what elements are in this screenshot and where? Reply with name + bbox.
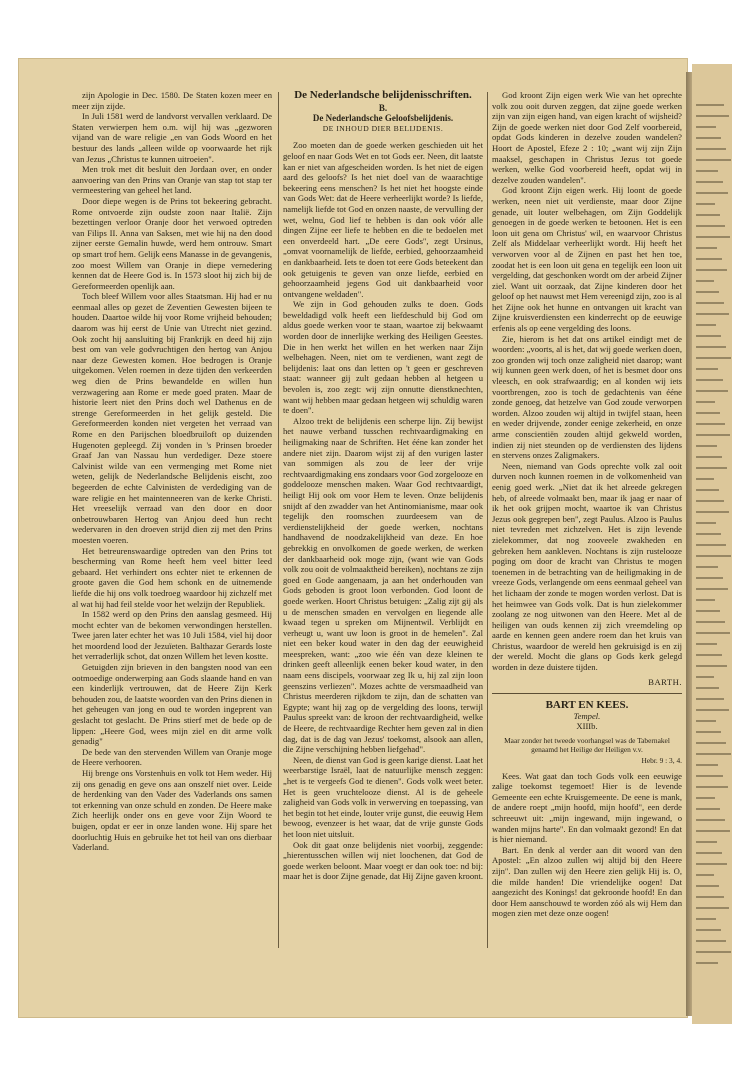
paragraph: Zie, hierom is het dat ons artikel eindigt met de woorden: „voorts, al is het, dat wij goede werken doen, zoo gronden wij toch onze zaligheid niet daarop; want wij kunnen geen werk doen, of het is besmet door ons vleesch, en ook strafwaardig; en al konden wij iets voortbrengen, zoo is toch de gedachtenis van ééne zonde genoeg, dat hetzelve van God zoude verworpen worden. Alzoo zouden wij altijd in twijfel staan, heen en weder drijvende, zonder eenige zekerheid, en onze arme conscientiën zouden altijd gekweld worden, indien zij niet steunden op de verdiensten des lijdens en stervens onzes Zaligmakers. (492, 333, 682, 461)
adjacent-page-text-line (696, 907, 729, 909)
column-right (492, 90, 682, 919)
adjacent-page-text-line (696, 753, 731, 755)
adjacent-page-text-line (696, 522, 716, 524)
paragraph: Men trok met dit besluit den Jordaan over, en onder aanvoering van den Prins van Oranje van stap tot stap ter vermeestering van geheel het land. (72, 164, 272, 196)
adjacent-page-text-line (696, 698, 724, 700)
adjacent-page-text-line (696, 544, 726, 546)
scripture-verse: Maar zonder het tweede voorhangsel was de Tabernakel genaamd het Heilige der Heiligen v.v. (504, 736, 670, 755)
paragraph: De bede van den stervenden Willem van Oranje moge de Heere verhooren. (72, 746, 272, 768)
paragraph: Neen, de dienst van God is geen karige dienst. Laat het weerbarstige Israël, laat de natuurlijke mensch zeggen: „het is te vergeefs God te dienen". Gods volk weet beter. Het is geen vruchtelooze dienst. Al is de geheele zaligheid van Gods volk in verwerving en toepassing, van het begin tot het einde, louter vrije gunst, die eeuwig Hem bewoog, evenzeer is het waar, dat de vrije gunste Gods het loon niet uitsluit. (283, 754, 483, 839)
paragraph: Het betreurenswaardige optreden van den Prins tot bescherming van Rome heeft hem veel bitter leed gebaard. Het verhindert ons echter niet te erkennen de groote gaven die God hem schonk en de uitnemende liefde die hij ons volk toedroeg waardoor hij zichzelf met al wat hij had feil stelde voor het welzijn der Republiek. (72, 545, 272, 609)
adjacent-page-text-line (696, 379, 723, 381)
adjacent-page-text-line (696, 720, 716, 722)
adjacent-page-text-line (696, 489, 719, 491)
adjacent-page-text-line (696, 324, 716, 326)
paragraph: In Juli 1581 werd de landvorst vervallen verklaard. De Staten verwierpen hem o.m. wijl hij was „gezworen vijand van de ware religie „en van Gods Woord en het bestuur des lands „alleen wilde op voorwaarde het rijk van Jezus „Christus te kunnen uitroeien". (72, 111, 272, 164)
adjacent-page-text-line (696, 577, 723, 579)
adjacent-page-text-line (696, 368, 718, 370)
paragraph: God kroont Zijn eigen werk Wie van het oprechte volk zou ooit durven zeggen, dat zijne goede werken zijn van zijn eigen hand, van eigen kracht of wijsheid? Zijn de goede werken niet door God Zelf voorbereid, opdat Gods kinderen in dezelve zouden wandelen? Hoort de Apostel, Efeze 2 : 10; „want wij zijn Zijn maaksel, geschapen in Christus Jezus tot goede werken, welke God voorbereid heeft, opdat wij in dezelve zouden wandelen". (492, 90, 682, 185)
adjacent-page-text-line (696, 346, 726, 348)
adjacent-page-text-line (696, 511, 729, 513)
adjacent-page-text-line (696, 126, 716, 128)
adjacent-page-text-line (696, 863, 727, 865)
adjacent-page-text-line (696, 335, 721, 337)
adjacent-page-text-line (696, 786, 728, 788)
adjacent-page-text-line (696, 280, 714, 282)
paragraph: Door diepe wegen is de Prins tot bekeering gebracht. Rome ontvoerde zijn oudste zoon naar Italië. Zijn bezettingen verloor Oranje door het verwoed optreden van Filips II. Anna van Saksen, met wie hij na den dood zijner eerste Gemalin huwde, werd hem ontrouw. Smart op smart trof hem. Gelijk eens Manasse in de gevangenis, zoo moest Willem van Oranje in diepe vernedering kennen dat de Heere God is. In 1573 sloot hij zich bij de Gereformeerden openlijk aan. (72, 195, 272, 291)
adjacent-page-text-line (696, 621, 725, 623)
article-title: BART EN KEES. (545, 699, 629, 712)
adjacent-page-text-line (696, 247, 717, 249)
author-signature: BARTH. (648, 676, 682, 687)
paragraph: Toch bleef Willem voor alles Staatsman. Hij had er nu eenmaal alles op gezet de Zeventien Gewesten bijeen te houden. Daartoe wilde hij voor Rome vrijheid behouden; daarom was hij eerst de Unie van Utrecht niet gezind. Ook zocht hij aansluiting bij Frankrijk en deed hij zijn best om van vele godvruchtigen den hertog van Anjou naar deze Gewesten komen. Hoe bedrogen is Oranje uitgekomen. Velen roemen in deze tijden den verkeerden weg dien de Prins bewandelde en willen hun verzwagering aan Rome er mede goed praten. Maar de historie leert niet den Prins doch wel Dathenus en de strenge Gereformeerden in het gelijk gesteld. Die Gereformeerden konden niet vergeten het verraad van Rome en den Parijschen bloedbruiloft op duizenden Hugenoten gepleegd. Zij vonden in 's Prinsen broeder Graaf Jan van Nassau hun verdediger. Deze stoere Calvinist wilde van een vermenging met Rome niet weten, gelijk de Nederlandsche Belijdenis eischt, zoo begeerden de echte Calvinisten de verdediging van de ware religie en het maintenneeren van de kerke Christi. Het vreeselijk verraad van den door en door onbetrouwbaren Hertog van Anjou deed hun recht wedervaren in den droeven strijd dien zij met den Prins moesten voeren. (72, 291, 272, 545)
paragraph: Zoo moeten dan de goede werken geschieden uit het geloof en naar Gods Wet en tot Gods eer. Neen, dit laatste kan er niet van afgescheiden worden. Is het niet de eigen aard des geloofs? Is het niet doel van de waarachtige bekeering eens menschen? Is het niet het hoogste einde van Gods Wet: dat de Heere verheerlijkt worde? Is liefde, namelijk liefde tot God en onzen naaste, de vervulling der wet, welnu, God lief te hebben is dan ook vóór alle dingen Zijne eer liefe te hebben en die te bedoelen met een onverdeeld hart. „De eere Gods", zegt Ursinus, „omvat voornamelijk de liefde, eerbied, gehoorzaamheid en dankbaarheid. Iets te doen tot eere Gods beteekent dan ook getuigenis te geven van onze liefde, eerbied en gehoorzaamheid jegens God uit dankbaarheid voor ontvangene weldaden". (283, 140, 483, 299)
paragraph: Kees. Wat gaat dan toch Gods volk een eeuwige zalige toekomst tegemoet! Hier is de levende Gemeente een echte Kruisgemeente. De eene is mank, de andere roept „mijn hoofd, mijn hoofd", een derde schreeuwt uit: „mijn ingewand, mijn ingewand, o wanden mijns harte". En dan volmaakt gezond! En dat is hier niemand. (492, 770, 682, 845)
adjacent-page-text-line (696, 445, 717, 447)
adjacent-page-text-line (696, 269, 727, 271)
paragraph: Getuigden zijn brieven in den bangsten nood van een ootmoedige onderwerping aan Gods slaande hand en van een kinderlijk vertrouwen, dat de Heere Zijn Kerk behouden zou, de laatste woorden van den Prins dienen in het geheugen van jong en oud te worden ingeprent van geslacht tot geslacht. De Prins stierf met de bede op de lippen: „Heere God, wees mijn ziel en dit arme volk genadig" (72, 662, 272, 747)
adjacent-page-text-line (696, 896, 724, 898)
adjacent-page-text-line (696, 709, 729, 711)
adjacent-page-text-line (696, 434, 730, 436)
adjacent-page-text-line (696, 852, 722, 854)
section-subtitle: De Nederlandsche Geloofsbelijdenis. (312, 113, 454, 124)
column-divider-right (487, 92, 488, 948)
paragraph: Alzoo trekt de belijdenis een scherpe lijn. Zij bewijst het nauwe verband tusschen rechtvaardigmaking en heiligmaking naar de Schriften. Het ééne kan zonder het andere niet zijn. Daarom wijst zij af den vurigen laster van sommigen als zou de leer der vrije rechtvaardigmaking ens zondaars voor God zorgelooze en goddelooze menschen maken. Waar God rechtvaardigt, heiligt Hij ook om voor Hem te leven. Onze belijdenis snijdt af den zwadder van het Antinomianisme, maar ook tegelijk den roomschen zuurdeesem van de verdienstelijkheid der goede werken, nochtans handhavend de noodzakelijkheid van deze. En hoe gebrekkig en onvolkomen de goede werken, de werken der dankbaarheid ook moge zijn, (want wie van Gods volk zou ooit de volmaaktheid bereiken), nochtans ze zijn goed en Gode aangenaam, ja aan het onderhouden van Gods geboden is groot loon verbonden. God loont de goede werken. Hoort Christus betuigen: „Zalig zijt gij als u de menschen smaden en vervolgen en liegende alle kwaad tegen u spreken om Mijnentwil. Verblijdt en verheugt u, want uw loon is groot in de hemelen". Zal niet een beker koud water in den dag der eeuwigheid meespreken, want: „zoo wie één van deze kleinen te drinken geeft alleenlijk eenen beker koud water, in den naam eens discipels, voorwaar zeg Ik u, hij zal zijn loon geenszins verliezen". Mozes achtte de versmaadheid van Christus meerderen rijkdom te zijn, dan de schatten van Egypte; want hij zag op de vergelding des loons, terwijl Paulus spreekt van: de kroon der rechtvaardigheid, welke de Heere, de rechtvaardige Rechter hem geven zal in dien dag, dat is de dag van Jezus' toekomst, alsook aan allen, die Zijne verschijning hebben liefgehad". (283, 415, 483, 755)
adjacent-page-text-line (696, 313, 729, 315)
article-number: XIIIb. (576, 721, 598, 732)
paragraph: Hij brenge ons Vorstenhuis en volk tot Hem weder. Hij zij ons genadig en geve ons aan onszelf niet over. Leide de herdenking van den Vader des Vaderlands ons samen tot erkenning van onze schuld en zonden. De Heere make Zich heerlijk onder ons en geve voor Zijn Woord te buigen, opdat er eer in onze landen wone. Hij spare het doorluchtig Huis en gebruike het tot heil van ons dierbaar Vaderland. (72, 768, 272, 853)
adjacent-page-text-line (696, 654, 722, 656)
adjacent-page-text-line (696, 401, 715, 403)
adjacent-page-text-line (696, 588, 728, 590)
adjacent-page-text-line (696, 874, 714, 876)
adjacent-page-text-line (696, 137, 721, 139)
adjacent-page-text-line (696, 500, 724, 502)
paragraph: We zijn in God gehouden zulks te doen. Gods beweldadigd volk heeft een liefdeschuld bij God om aldus goede werken voor te staan, waartoe zij bekwaamt worden door de innerlijke werking des Heiligen Geestes. Die in hen werkt het willen en het werken naar Zijn welbehagen. Neen, niet om te verdienen, want zegt de belijdenis: laat ons dan letten op 't geen er geschreven staat: wanneer gij zult gedaan hebben al hetgeen u bevolen is, zoo zegt: wij zijn onnutte dienstknechten, want wij hebben maar gedaan hetgeen wij schuldig waren te doen". (283, 299, 483, 416)
adjacent-page-text-line (696, 533, 721, 535)
adjacent-page-text-line (696, 357, 731, 359)
adjacent-page-text-line (696, 302, 724, 304)
adjacent-page-text-line (696, 610, 720, 612)
adjacent-page-text-line (696, 181, 723, 183)
adjacent-page-text-line (696, 555, 731, 557)
adjacent-page-strip (692, 64, 732, 1024)
paragraph: zijn Apologie in Dec. 1580. De Staten kozen meer en meer zijn zijde. (72, 90, 272, 111)
adjacent-page-text-line (696, 390, 728, 392)
adjacent-page-text-line (696, 764, 718, 766)
adjacent-page-text-line (696, 830, 730, 832)
adjacent-page-text-line (696, 214, 720, 216)
adjacent-page-text-line (696, 203, 715, 205)
adjacent-page-text-line (696, 291, 719, 293)
article-subtitle: Tempel. (573, 710, 601, 721)
adjacent-page-text-line (696, 962, 718, 964)
column-divider-left (278, 92, 279, 948)
adjacent-page-text-line (696, 115, 729, 117)
adjacent-page-text-line (696, 885, 719, 887)
paragraph: In 1582 werd op den Prins den aanslag gesmeed. Hij mocht echter van de bekomen verwondingen herstellen. Twee jaren later echter het was 10 Juli 1584, viel hij door het moordend lood der Jezuïeten. Balthazar Gerards loste het verraderlijk schot, dat onzen Willem het leven kostte. (72, 609, 272, 662)
adjacent-page-text-line (696, 797, 715, 799)
adjacent-page-text-line (696, 170, 718, 172)
adjacent-page-text-line (696, 423, 725, 425)
paragraph: Ook dit gaat onze belijdenis niet voorbij, zeggende: „hierentusschen willen wij niet loochenen, dat God de goede werken beloont. Maar voegt er dan ook toe: nd bij: maar het is door Zijne genade, dat Hij Zijne gaven kroont. (283, 839, 483, 882)
adjacent-page-text-line (696, 632, 730, 634)
adjacent-page-text-line (696, 192, 728, 194)
adjacent-page-text-line (696, 258, 722, 260)
adjacent-page-text-line (696, 225, 725, 227)
article-divider (492, 693, 682, 694)
adjacent-page-text-line (696, 918, 716, 920)
adjacent-page-text-line (696, 467, 727, 469)
adjacent-page-text-line (696, 643, 717, 645)
section-title: De Nederlandsche belijdenisschriften. (294, 89, 472, 101)
adjacent-page-text-line (696, 566, 718, 568)
adjacent-page-text-line (696, 599, 715, 601)
paragraph: Neen, niemand van Gods oprechte volk zal ooit durven noch kunnen roemen in de volkomenheid van eenig goed werk. „Niet dat ik het alreede gekregen heb, of alreede volmaakt ben, maar ik jaag er naar of ik het ook grijpen mocht, waartoe ik van Christus Jezus ook gegrepen ben", zegt Paulus. Alzoo is Paulus niet tevreden met zichzelven. Het is zijn levende zielekommer, dat nog zooveele zwakheden en gebreken hem aankleven. Nochtans is zijn rustelooze poging om door de kracht van Christus te mogen toenemen in de betrachting van de heiligmaking in de vreeze Gods, verlangende om eens eenmaal geheel van het lichaam der zonde te mogen worden verlost. Dat is het heimwee van Gods volk. Dat is hun zielekommer zoolang ze nog uitwonen van den Heere. Met al de heiligen van ouds kennen zij zich vreemdeling op aarde en kennen geen andere roem dan het kruis van Christus, waardoor de wereld hen gekruisigd is en zij der wereld. Mocht die glans op Gods kerk gelegd worden in deze duistere tijden. (492, 460, 682, 673)
adjacent-page-text-line (696, 687, 719, 689)
adjacent-page-text-line (696, 665, 727, 667)
section-letter: B. (378, 102, 388, 113)
adjacent-page-text-line (696, 929, 721, 931)
scripture-reference: Hebr. 9 : 3, 4. (641, 756, 682, 766)
section-subtitle-2: DE INHOUD DIER BELIJDENIS. (322, 123, 444, 133)
adjacent-page-text-line (696, 236, 730, 238)
adjacent-page-text-line (696, 841, 717, 843)
adjacent-page-text-line (696, 412, 720, 414)
adjacent-page-text-line (696, 676, 714, 678)
column-center (283, 90, 483, 882)
adjacent-page-text-line (696, 819, 725, 821)
adjacent-page-text-line (696, 951, 731, 953)
adjacent-page-text-line (696, 742, 726, 744)
adjacent-page-text-line (696, 808, 720, 810)
adjacent-page-text-line (696, 104, 724, 106)
adjacent-page-text-line (696, 731, 721, 733)
column-left (72, 90, 272, 853)
adjacent-page-text-line (696, 775, 723, 777)
paragraph: Bart. En denk al verder aan dit woord van den Apostel: „En alzoo zullen wij altijd bij den Heere zijn". Dan zullen wij den Heere zien gelijk Hij is. O, die milde handen! Die vriendelijke oogen! Dat aangezicht des Konings! dat gekroonde hoofd! En dan door Hem aanschouwd te worden zóó als wij Hem dan mogen zien met deze onze oogen! (492, 844, 682, 919)
adjacent-page-text-line (696, 456, 722, 458)
adjacent-page-text-line (696, 940, 726, 942)
paragraph: God kroont Zijn eigen werk. Hij loont de goede werken, neen niet uit verdienste, maar door Zijne genade, uit louter welbehagen, om Zijn Goddelijk genoegen in de goede werken te betoonen. Het is een loon uit gena om Christus' wil, en waarvoor Christus Zelf als Middelaar verheerlijkt wordt. Hij heeft het verworven voor al de Zijnen en past het hen toe, zoodat het is een loon uit gena en tegelijk een loon uit vergelding, dat geschonken wordt om der arbeid Zijner ziel. Want uit oorzaak, dat Zijne kinderen door het geloof op het nauwst met Hem vereenigd zijn, zoo is al het Zijne ook het hunne en ontvangen uit kracht van Zijne kruisverdiensten een kinderrecht op de eeuwige erfenis als op eene vergelding des loons. (492, 185, 682, 334)
adjacent-page-text-line (696, 478, 714, 480)
adjacent-page-text-line (696, 148, 726, 150)
adjacent-page-text-line (696, 159, 731, 161)
